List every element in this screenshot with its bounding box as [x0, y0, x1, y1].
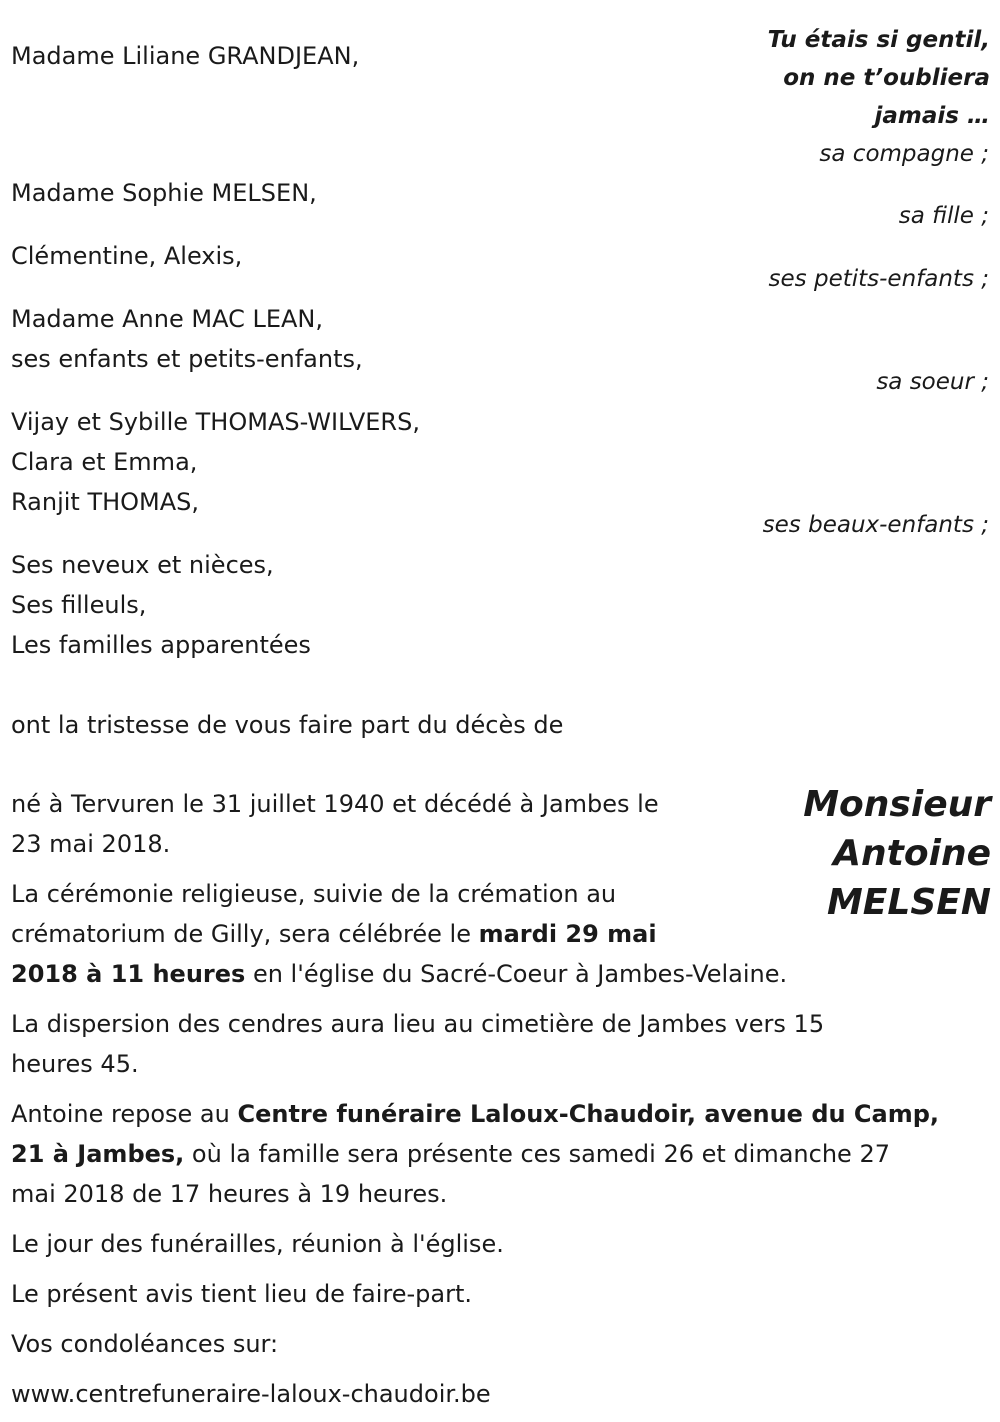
website-link[interactable]: www.centrefuneraire-laloux-chaudoir.be	[11, 1380, 491, 1408]
family-anne-children: ses enfants et petits-enfants,	[11, 345, 363, 373]
dispersion-line-2: heures 45.	[11, 1050, 139, 1078]
role-grandchildren: ses petits-enfants ;	[768, 266, 989, 292]
funeral-day-note: Le jour des funérailles, réunion à l'église.	[11, 1230, 504, 1258]
ceremony-line-2	[11, 914, 657, 954]
repose-address: 21 à Jambes,	[11, 1140, 185, 1168]
quote-line-3: jamais …	[874, 103, 990, 129]
ceremony-line-3	[11, 954, 787, 994]
repose-line-3: mai 2018 de 17 heures à 19 heures.	[11, 1180, 448, 1208]
family-member-anne: Madame Anne MAC LEAN,	[11, 305, 323, 333]
family-grandchildren: Clémentine, Alexis,	[11, 242, 243, 270]
repose-intro: Antoine repose au	[11, 1100, 238, 1128]
family-related: Les familles apparentées	[11, 631, 311, 659]
birth-line-1: né à Tervuren le 31 juillet 1940 et décédé à Jambes le	[11, 790, 659, 818]
deceased-first-name: Antoine	[833, 833, 991, 874]
role-companion: sa compagne ;	[819, 141, 989, 167]
announcement-text: ont la tristesse de vous faire part du décès de	[11, 711, 564, 739]
repose-line-1	[11, 1094, 939, 1134]
family-member-ranjit: Ranjit THOMAS,	[11, 488, 200, 516]
ceremony-time: 2018 à 11 heures	[11, 960, 246, 988]
ceremony-line-2-text: crématorium de Gilly, sera célébrée le	[11, 920, 479, 948]
condolences-label: Vos condoléances sur:	[11, 1330, 279, 1358]
family-nephews: Ses neveux et nièces,	[11, 551, 274, 579]
family-member-liliane: Madame Liliane GRANDJEAN,	[11, 42, 360, 70]
role-daughter: sa fille ;	[898, 203, 989, 229]
notice-text: Le présent avis tient lieu de faire-part.	[11, 1280, 473, 1308]
dispersion-line-1: La dispersion des cendres aura lieu au cimetière de Jambes vers 15	[11, 1010, 825, 1038]
deceased-last-name: MELSEN	[826, 882, 991, 923]
repose-line-2	[11, 1134, 890, 1174]
quote-line-1: Tu étais si gentil,	[767, 27, 990, 53]
deceased-title: Monsieur	[803, 784, 991, 825]
ceremony-line-1: La cérémonie religieuse, suivie de la crémation au	[11, 880, 617, 908]
repose-center: Centre funéraire Laloux-Chaudoir, avenue du Camp,	[237, 1100, 940, 1128]
family-member-clara: Clara et Emma,	[11, 448, 198, 476]
role-sister: sa soeur ;	[876, 369, 989, 395]
ceremony-location: en l'église du Sacré-Coeur à Jambes-Velaine.	[245, 960, 788, 988]
birth-line-2: 23 mai 2018.	[11, 830, 171, 858]
family-member-sophie: Madame Sophie MELSEN,	[11, 179, 317, 207]
family-godchildren: Ses filleuls,	[11, 591, 147, 619]
quote-line-2: on ne t’oubliera	[783, 65, 990, 91]
role-in-laws: ses beaux-enfants ;	[762, 512, 989, 538]
repose-visit-days: où la famille sera présente ces samedi 26 et dimanche 27	[184, 1140, 890, 1168]
ceremony-date: mardi 29 mai	[478, 920, 657, 948]
family-member-vijay: Vijay et Sybille THOMAS-WILVERS,	[11, 408, 420, 436]
